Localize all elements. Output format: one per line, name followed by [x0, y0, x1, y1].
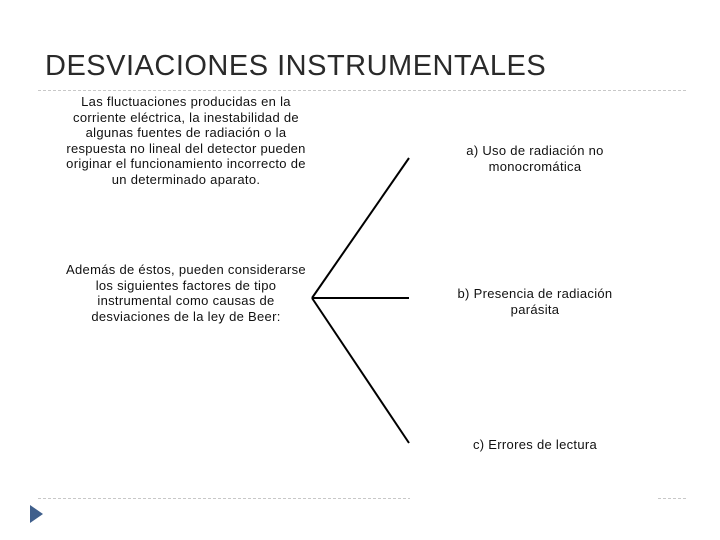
footer-divider [38, 498, 686, 499]
triangle-bullet-icon [30, 505, 43, 523]
branch-to-c [312, 298, 409, 443]
branch-lines [312, 158, 409, 443]
option-a: a) Uso de radiación no monocromática [466, 143, 604, 174]
branch-to-a [312, 158, 409, 298]
option-b: b) Presencia de radiación parásita [457, 286, 613, 317]
slide-title: DESVIACIONES INSTRUMENTALES [45, 50, 547, 82]
option-c: c) Errores de lectura [472, 437, 598, 452]
intro-paragraph: Las fluctuaciones producidas en la corriente eléctrica, la inestabilidad de algunas fuentes de radiación o la respuesta no lineal del detector pueden originar el funcionamiento incorrecto de un determinado aparato. [66, 94, 306, 187]
factors-paragraph: Además de éstos, pueden considerarse los siguientes factores de tipo instrumental como causas de desviaciones de la ley de Beer: [66, 262, 306, 324]
